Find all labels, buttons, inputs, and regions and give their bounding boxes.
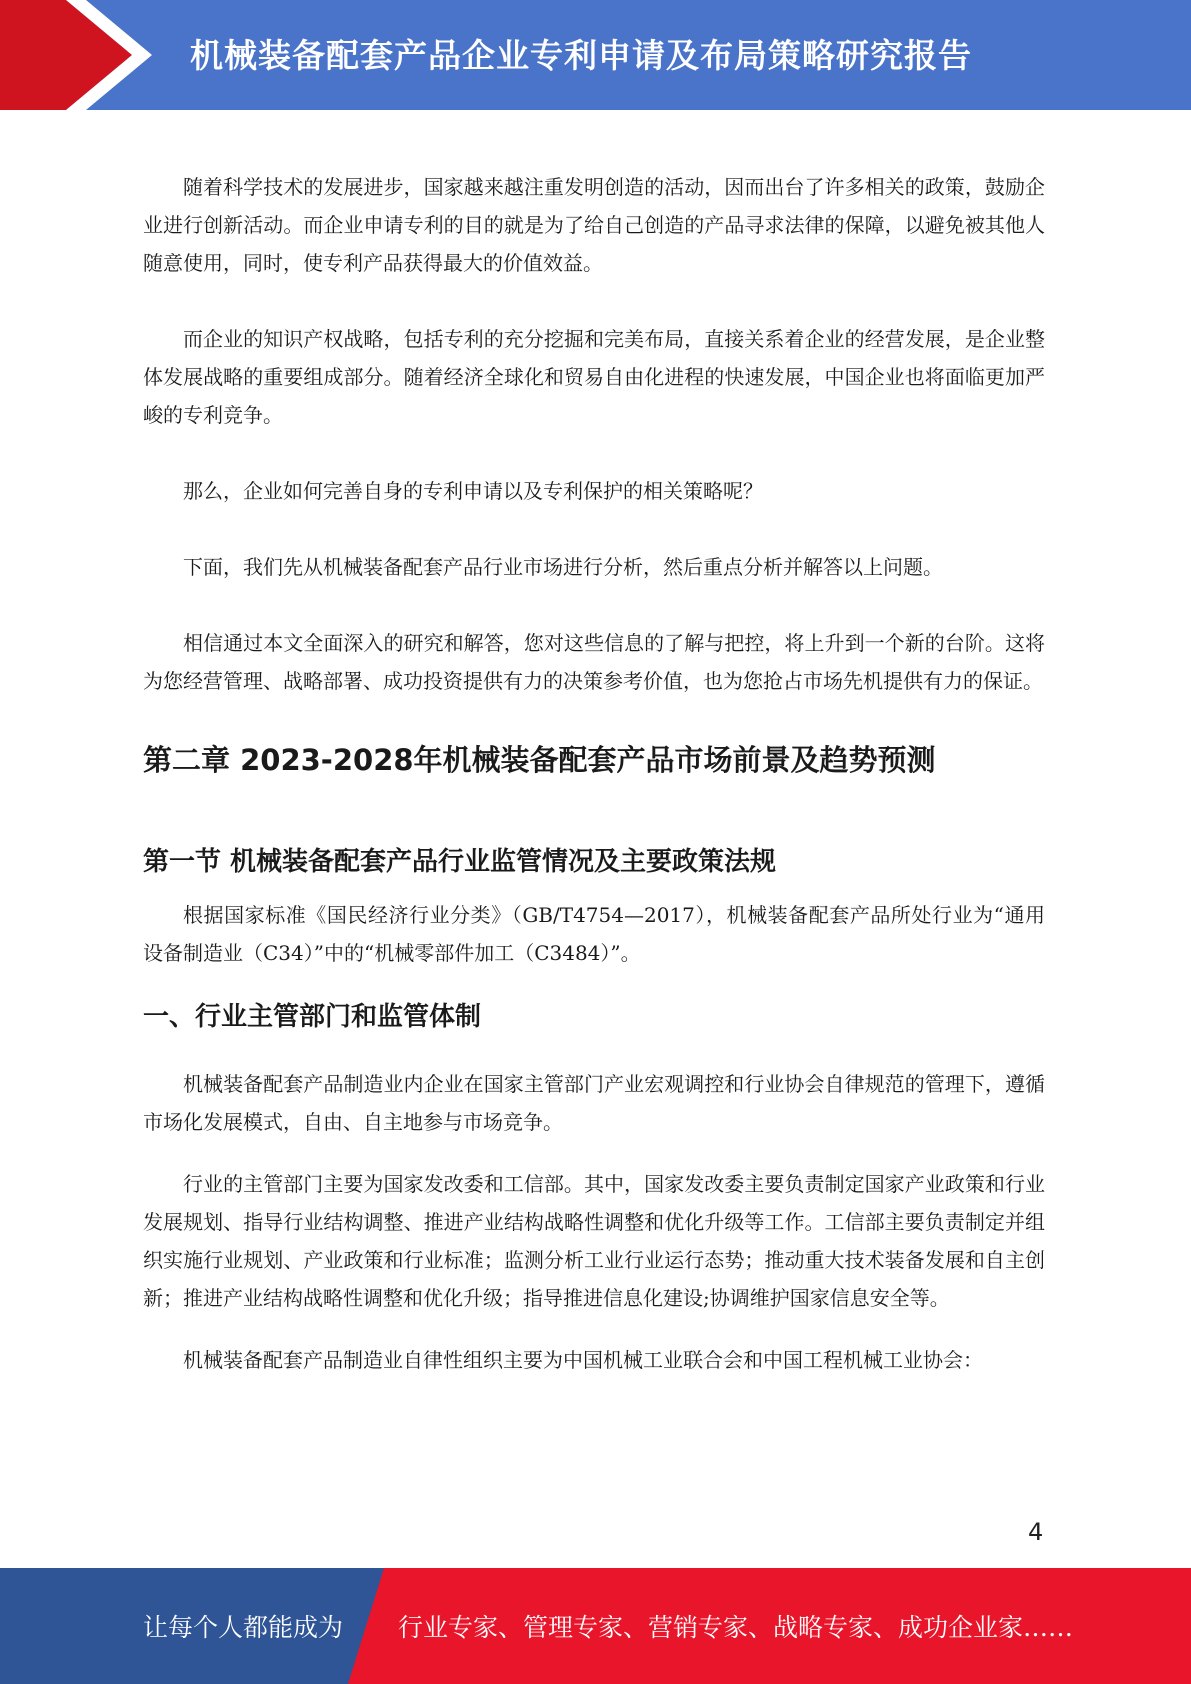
chapter-heading: 第二章 2023-2028年机械装备配套产品市场前景及趋势预测	[143, 743, 936, 777]
intro-paragraph-1: 随着科学技术的发展进步，国家越来越注重发明创造的活动，因而出台了许多相关的政策，鼓励企业进行创新活动。而企业申请专利的目的就是为了给自己创造的产品寻求法律的保障，以避免被其他人随意使用，同时，使专利产品获得最大的价值效益。	[143, 175, 1045, 275]
report-title: 机械装备配套产品企业专利申请及布局策略研究报告	[190, 36, 972, 75]
intro-paragraph-4: 下面，我们先从机械装备配套产品行业市场进行分析，然后重点分析并解答以上问题。	[183, 555, 943, 579]
page-number: 4	[1028, 1518, 1044, 1546]
page-header	[0, 0, 1191, 110]
subsection-heading: 一、行业主管部门和监管体制	[143, 1002, 482, 1032]
intro-paragraph-2: 而企业的知识产权战略，包括专利的充分挖掘和完美布局，直接关系着企业的经营发展，是企业整体发展战略的重要组成部分。随着经济全球化和贸易自由化进程的快速发展，中国企业也将面临更加严峻的专利竞争。	[143, 327, 1045, 427]
page-footer	[0, 1568, 1191, 1684]
section-heading: 第一节 机械装备配套产品行业监管情况及主要政策法规	[143, 847, 777, 877]
intro-paragraph-5: 相信通过本文全面深入的研究和解答，您对这些信息的了解与把控，将上升到一个新的台阶。这将为您经营管理、战略部署、成功投资提供有力的决策参考价值，也为您抢占市场先机提供有力的保证。	[143, 631, 1045, 693]
subsection-paragraph-3: 机械装备配套产品制造业自律性组织主要为中国机械工业联合会和中国工程机械工业协会：	[183, 1348, 983, 1372]
footer-slogan-left: 让每个人都能成为	[143, 1613, 344, 1642]
subsection-paragraph-2: 行业的主管部门主要为国家发改委和工信部。其中，国家发改委主要负责制定国家产业政策和行业发展规划、指导行业结构调整、推进产业结构战略性调整和优化升级等工作。工信部主要负责制定并组织实施行业规划、产业政策和行业标准；监测分析工业行业运行态势；推动重大技术装备发展和自主创新；推进产业结构战略性调整和优化升级；指导推进信息化建设;协调维护国家信息安全等。	[143, 1172, 1045, 1310]
footer-slogan-right: 行业专家、管理专家、营销专家、战略专家、成功企业家……	[398, 1613, 1074, 1642]
main-content	[143, 168, 1045, 1403]
section-paragraph: 根据国家标准《国民经济行业分类》（GB/T4754—2017），机械装备配套产品所处行业为“通用设备制造业（C34）”中的“机械零部件加工（C3484）”。	[143, 903, 1045, 965]
subsection-paragraph-1: 机械装备配套产品制造业内企业在国家主管部门产业宏观调控和行业协会自律规范的管理下，遵循市场化发展模式，自由、自主地参与市场竞争。	[143, 1072, 1045, 1134]
intro-paragraph-3: 那么，企业如何完善自身的专利申请以及专利保护的相关策略呢？	[183, 479, 763, 503]
